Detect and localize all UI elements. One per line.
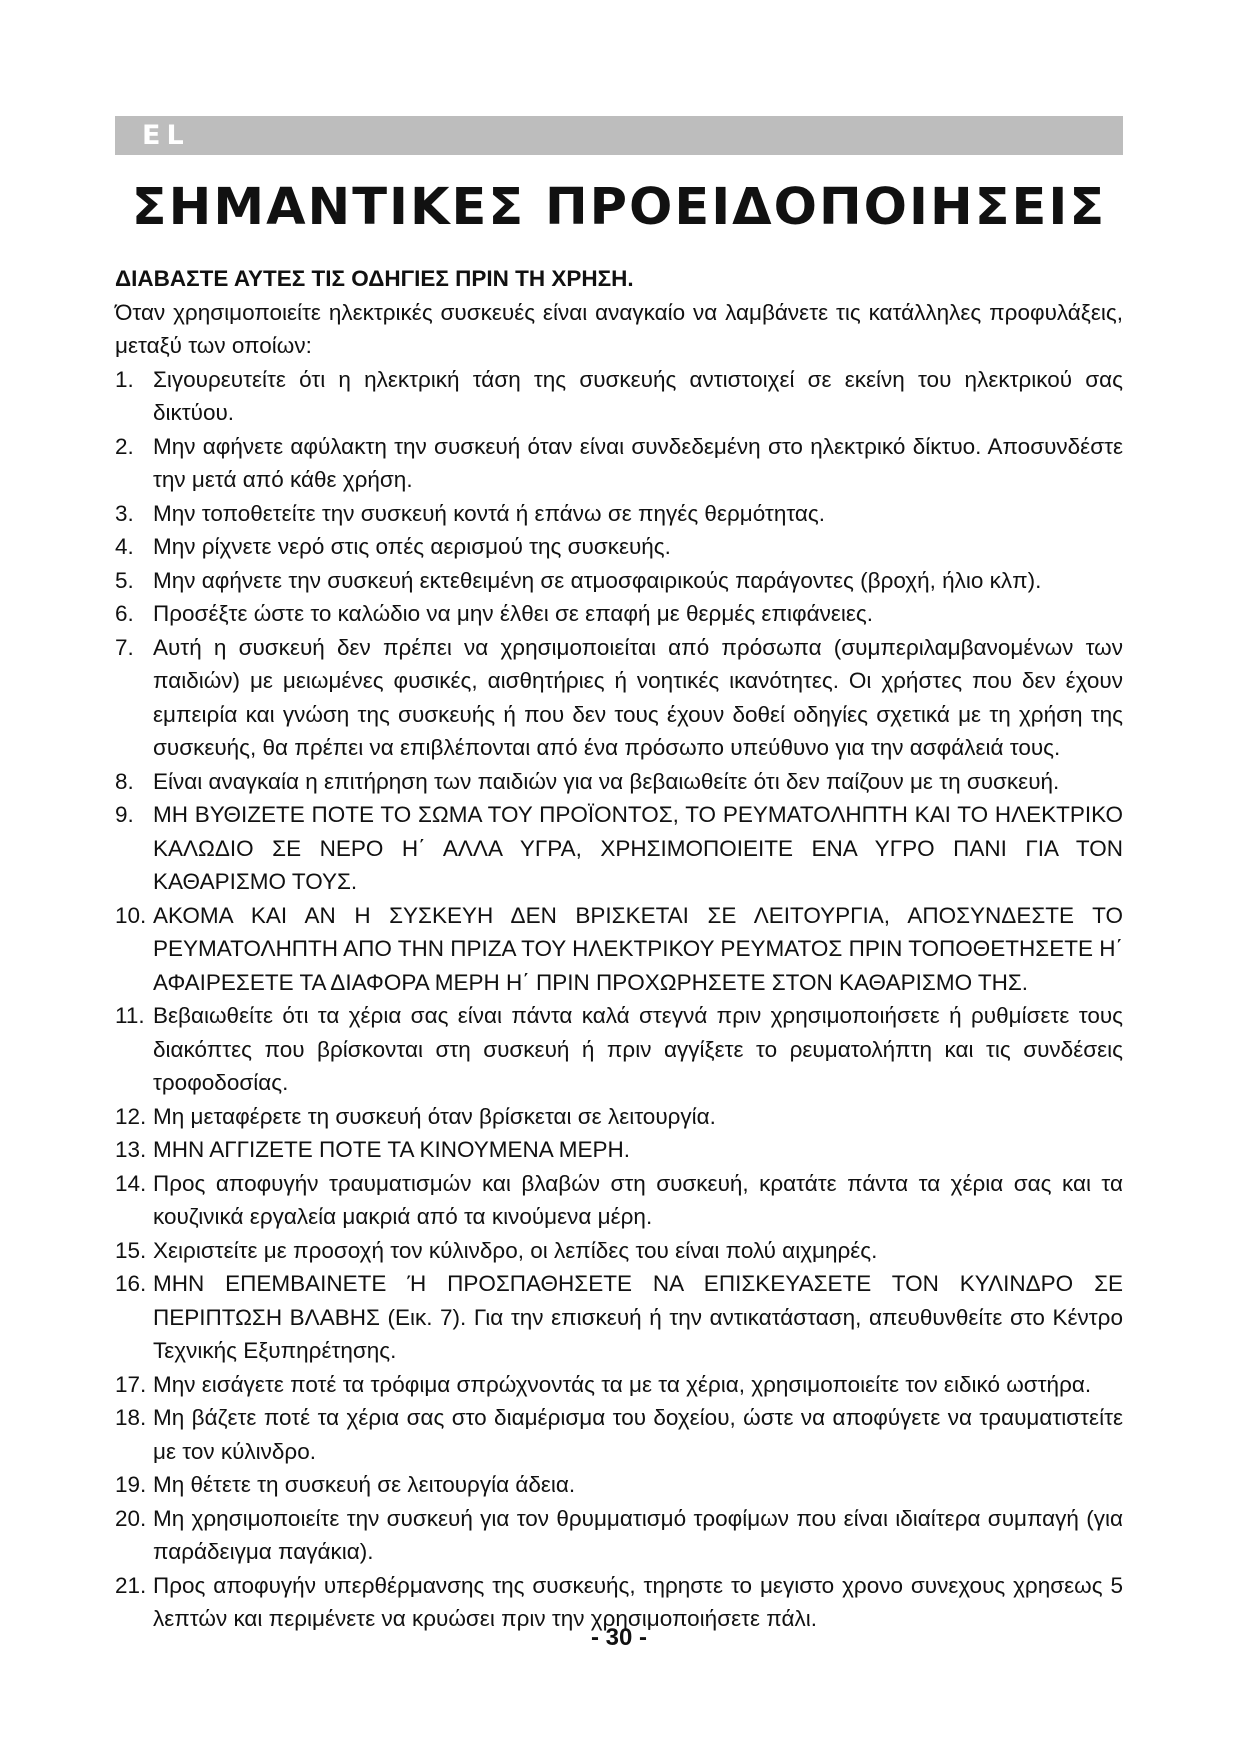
warning-number: 1. (115, 366, 134, 392)
warning-text: Βεβαιωθείτε ότι τα χέρια σας είναι πάντα καλά στεγνά πριν χρησιμοποιήσετε ή ρυθμίσετε τους διακόπτες που βρίσκονται στη συσκευή ή πριν αγγίξετε το ρευματολήπτη και τις συνδέσεις τροφοδοσίας. (153, 1003, 1123, 1095)
warning-number: 13. (115, 1137, 147, 1162)
warning-item (115, 1401, 1123, 1468)
warning-item (115, 899, 1123, 1000)
language-bar (115, 116, 1123, 155)
warning-item (115, 1100, 1123, 1134)
warnings-list (115, 363, 1123, 1636)
page-title: ΣΗΜΑΝΤΙΚΕΣ ΠΡΟΕΙΔΟΠΟΙΗΣΕΙΣ (131, 178, 1107, 237)
warning-number: 7. (115, 634, 134, 660)
warning-number: 19. (115, 1472, 147, 1497)
warning-number: 17. (115, 1371, 147, 1397)
warning-number: 8. (115, 768, 134, 794)
warning-item (115, 1502, 1123, 1569)
warning-text: ΜΗΝ ΑΓΓΙΖΕΤΕ ΠΟΤΕ ΤΑ ΚΙΝΟΥΜΕΝΑ ΜΕΡΗ. (153, 1137, 631, 1162)
warning-number: 16. (115, 1271, 147, 1296)
warning-text: ΜΗΝ ΕΠΕΜΒΑΙΝΕΤΕ Ή ΠΡΟΣΠΑΘΗΣΕΤΕ ΝΑ ΕΠΙΣΚΕΥΑΣΕΤΕ ΤΟΝ ΚΥΛΙΝΔΡΟ ΣΕ ΠΕΡΙΠΤΩΣΗ ΒΛΑΒΗΣ (Εικ. 7). Για την επισκευή ή την αντικατάσταση, απευθυνθείτε στο Κέντρο Τεχνικής Εξυπηρέτησης. (153, 1271, 1123, 1363)
warning-text: Είναι αναγκαία η επιτήρηση των παιδιών για να βεβαιωθείτε ότι δεν παίζουν με τη συσκευή. (153, 768, 1060, 794)
warning-item (115, 1234, 1123, 1268)
warning-number: 15. (115, 1237, 147, 1263)
warning-number: 21. (115, 1572, 147, 1598)
warning-item (115, 530, 1123, 564)
warning-text: Προς αποφυγήν υπερθέρμανσης της συσκευής, τηρηστε το μεγιστο χρονο συνεχους χρησεως 5 λεπτών και περιμένετε να κρυώσει πριν την χρησιμοποιήσετε πάλι. (153, 1572, 1123, 1631)
warning-number: 12. (115, 1103, 147, 1129)
warning-number: 2. (115, 433, 134, 459)
warning-number: 5. (115, 567, 134, 593)
warning-item (115, 597, 1123, 631)
warning-item (115, 1267, 1123, 1368)
warning-text: Μην αφήνετε την συσκευή εκτεθειμένη σε ατμοσφαιρικούς παράγοντες (βροχή, ήλιο κλπ). (153, 567, 1042, 593)
warning-item (115, 564, 1123, 598)
warning-text: Προσέξτε ώστε το καλώδιο να μην έλθει σε επαφή με θερμές επιφάνειες. (153, 601, 873, 626)
warning-text: Μην τοποθετείτε την συσκευή κοντά ή επάνω σε πηγές θερμότητας. (153, 500, 826, 526)
page-number: - 30 - (590, 1624, 647, 1651)
warning-number: 4. (115, 534, 134, 559)
warning-item (115, 497, 1123, 531)
warning-text: Μην ρίχνετε νερό στις οπές αερισμού της συσκευής. (153, 534, 671, 559)
warning-text: Αυτή η συσκευή δεν πρέπει να χρησιμοποιείται από πρόσωπα (συμπεριλαμβανομένων των παιδιών) με μειωμένες φυσικές, αισθητήριες ή νοητικές ικανότητες. Οι χρήστες που δεν έχουν εμπειρία και γνώση της συσκευής ή που δεν τους έχουν δοθεί οδηγίες σχετικά με τη χρήση της συσκευής, θα πρέπει να επιβλέπονται από ένα πρόσωπο υπεύθυνο για την ασφάλειά τους. (153, 634, 1123, 760)
warning-text: Σιγουρευτείτε ότι η ηλεκτρική τάση της συσκευής αντιστοιχεί σε εκείνη του ηλεκτρικού σας δικτύου. (153, 366, 1123, 425)
section-subheading: ΔΙΑΒΑΣΤΕ ΑΥΤΕΣ ΤΙΣ ΟΔΗΓΙΕΣ ΠΡΙΝ ΤΗ ΧΡΗΣΗ. (115, 266, 634, 291)
warning-item (115, 430, 1123, 497)
warning-item (115, 1468, 1123, 1502)
warning-text: Προς αποφυγήν τραυματισμών και βλαβών στη συσκευή, κρατάτε πάντα τα χέρια σας και τα κουζινικά εργαλεία μακριά από τα κινούμενα μέρη. (153, 1170, 1123, 1229)
warning-item (115, 631, 1123, 765)
warning-number: 18. (115, 1405, 147, 1430)
warning-number: 9. (115, 802, 134, 827)
warning-number: 10. (115, 902, 147, 928)
warning-text: Μη μεταφέρετε τη συσκευή όταν βρίσκεται σε λειτουργία. (153, 1103, 716, 1129)
warning-item (115, 1368, 1123, 1402)
warning-text: ΜΗ ΒΥΘΙΖΕΤΕ ΠΟΤΕ ΤΟ ΣΩΜΑ ΤΟΥ ΠΡΟΪΟΝΤΟΣ, ΤΟ ΡΕΥΜΑΤΟΛΗΠΤΗ ΚΑΙ ΤΟ ΗΛΕΚΤΡΙΚΟ ΚΑΛΩΔΙΟ ΣΕ ΝΕΡΟ Η΄ ΑΛΛΑ ΥΓΡΑ, ΧΡΗΣΙΜΟΠΟΙΕΙΤΕ ΕΝΑ ΥΓΡΟ ΠΑΝΙ ΓΙΑ ΤΟΝ ΚΑΘΑΡΙΣΜΟ ΤΟΥΣ. (153, 802, 1123, 894)
warning-text: Μην εισάγετε ποτέ τα τρόφιμα σπρώχνοντάς τα με τα χέρια, χρησιμοποιείτε τον ειδικό ωστήρα. (153, 1371, 1092, 1397)
warning-number: 3. (115, 500, 134, 526)
section-intro: Όταν χρησιμοποιείτε ηλεκτρικές συσκευές είναι αναγκαίο να λαμβάνετε τις κατάλληλες προφυλάξεις, μεταξύ των οποίων: (115, 299, 1123, 358)
warning-text: Χειριστείτε με προσοχή τον κύλινδρο, οι λεπίδες του είναι πολύ αιχμηρές. (153, 1237, 878, 1263)
warning-number: 6. (115, 601, 134, 626)
warnings-section (115, 262, 1123, 1636)
warning-item (115, 765, 1123, 799)
warning-item (115, 1167, 1123, 1234)
warning-text: ΑΚΟΜΑ ΚΑΙ ΑΝ Η ΣΥΣΚΕΥΗ ΔΕΝ ΒΡΙΣΚΕΤΑΙ ΣΕ ΛΕΙΤΟΥΡΓΙΑ, ΑΠΟΣΥΝΔΕΣΤΕ ΤΟ ΡΕΥΜΑΤΟΛΗΠΤΗ ΑΠΟ ΤΗΝ ΠΡΙΖΑ ΤΟΥ ΗΛΕΚΤΡΙΚΟΥ ΡΕΥΜΑΤΟΣ ΠΡΙΝ ΤΟΠΟΘΕΤΗΣΕΤΕ Η΄ ΑΦΑΙΡΕΣΕΤΕ ΤΑ ΔΙΑΦΟΡΑ ΜΕΡΗ Η΄ ΠΡΙΝ ΠΡΟΧΩΡΗΣΕΤΕ ΣΤΟΝ ΚΑΘΑΡΙΣΜΟ ΤΗΣ. (153, 902, 1123, 995)
warning-text: Μη χρησιμοποιείτε την συσκευή για τον θρυμματισμό τροφίμων που είναι ιδιαίτερα συμπαγή (για παράδειγμα παγάκια). (153, 1505, 1123, 1564)
warning-number: 11. (115, 1003, 145, 1028)
warning-text: Μη βάζετε ποτέ τα χέρια σας στο διαμέρισμα του δοχείου, ώστε να αποφύγετε να τραυματιστείτε με τον κύλινδρο. (153, 1405, 1123, 1464)
warning-text: Μη θέτετε τη συσκευή σε λειτουργία άδεια. (153, 1472, 576, 1497)
warning-item (115, 1133, 1123, 1167)
warning-number: 20. (115, 1505, 147, 1531)
warning-text: Μην αφήνετε αφύλακτη την συσκευή όταν είναι συνδεδεμένη στο ηλεκτρικό δίκτυο. Αποσυνδέστε την μετά από κάθε χρήση. (153, 433, 1123, 492)
warning-item (115, 999, 1123, 1100)
warning-item (115, 798, 1123, 899)
warning-number: 14. (115, 1170, 147, 1196)
warning-item (115, 363, 1123, 430)
language-code: EL (142, 120, 190, 151)
